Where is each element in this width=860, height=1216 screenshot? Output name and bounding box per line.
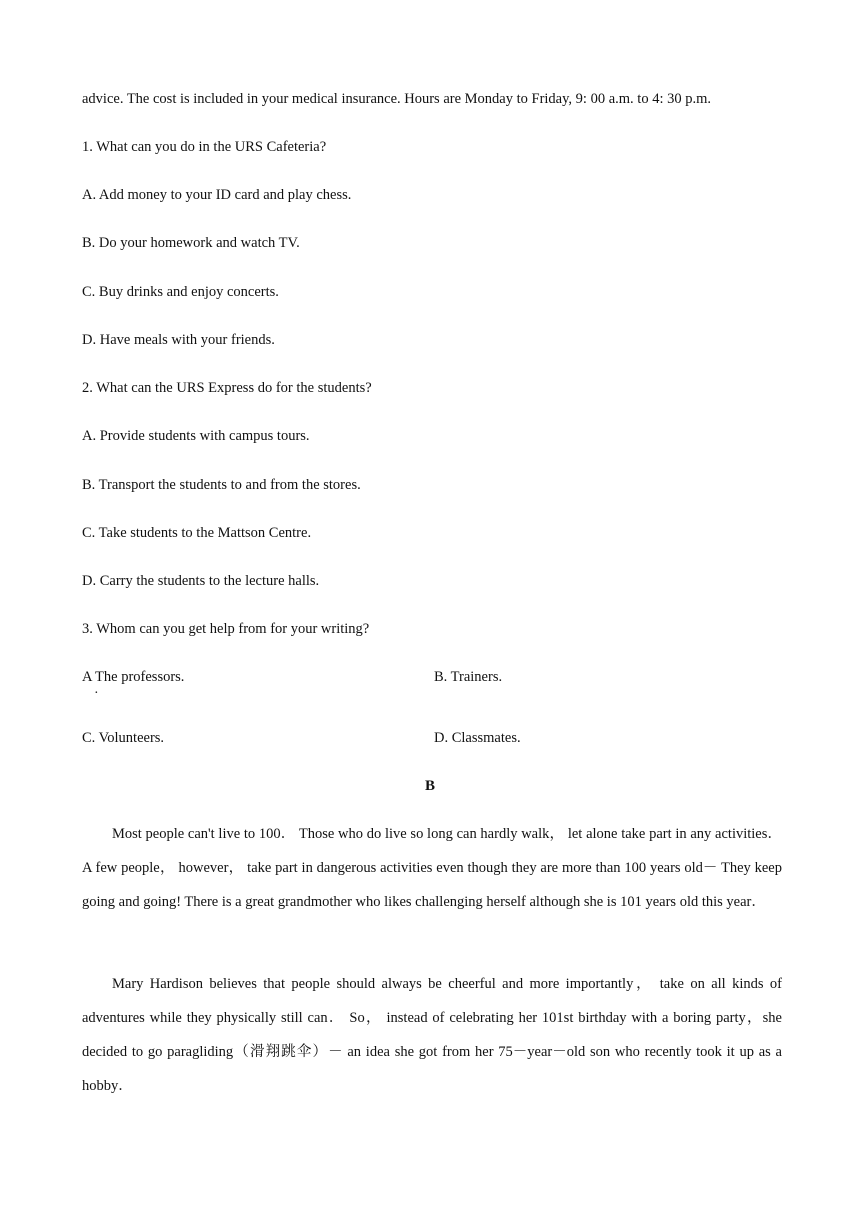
question-2-option-a: A. Provide students with campus tours. bbox=[82, 428, 310, 444]
question-2-option-c: C. Take students to the Mattson Centre. bbox=[82, 525, 312, 541]
question-1-stem: 1. What can you do in the URS Cafeteria? bbox=[82, 139, 327, 155]
question-2-option-d: D. Carry the students to the lecture halls. bbox=[82, 573, 320, 589]
continued-text-line: advice. The cost is included in your medical insurance. Hours are Monday to Friday, 9: 00 a.m. to 4: 30 p.m. bbox=[82, 91, 712, 107]
question-3-option-c: C. Volunteers. bbox=[82, 730, 165, 746]
question-3-stem: 3. Whom can you get help from for your writing? bbox=[82, 621, 370, 637]
section-b-paragraph-2: Mary Hardison believes that people should always be cheerful and more importantly， take on all kinds of adventures while they physically still can． So， instead of celebrating her 101st birthday with a boring party，she decided to go paragliding（滑翔跳伞）－ an idea she got from her 75－year－old son who recently took it up as a hobby． bbox=[82, 976, 782, 1094]
question-2-stem: 2. What can the URS Express do for the students? bbox=[82, 380, 372, 396]
question-3-option-b: B. Trainers. bbox=[434, 669, 503, 685]
question-1-option-b: B. Do your homework and watch TV. bbox=[82, 235, 300, 251]
question-3-option-d: D. Classmates. bbox=[434, 730, 521, 746]
question-1-option-c: C. Buy drinks and enjoy concerts. bbox=[82, 284, 279, 300]
stray-dot-mark: · bbox=[94, 686, 99, 701]
question-1-option-a: A. Add money to your ID card and play chess. bbox=[82, 187, 352, 203]
question-1-option-d: D. Have meals with your friends. bbox=[82, 332, 275, 348]
section-b-paragraph-1: Most people can't live to 100． Those who do live so long can hardly walk， let alone take part in any activities． A few people， however， take part in dangerous activities even though they are more than 100 years old－ They keep going and going! There is a great grandmother who likes challenging herself although she is 101 years old this year． bbox=[82, 826, 782, 910]
question-3-option-a: A The professors. bbox=[82, 669, 185, 685]
question-2-option-b: B. Transport the students to and from the stores. bbox=[82, 477, 361, 493]
section-b-heading: B bbox=[424, 778, 435, 794]
